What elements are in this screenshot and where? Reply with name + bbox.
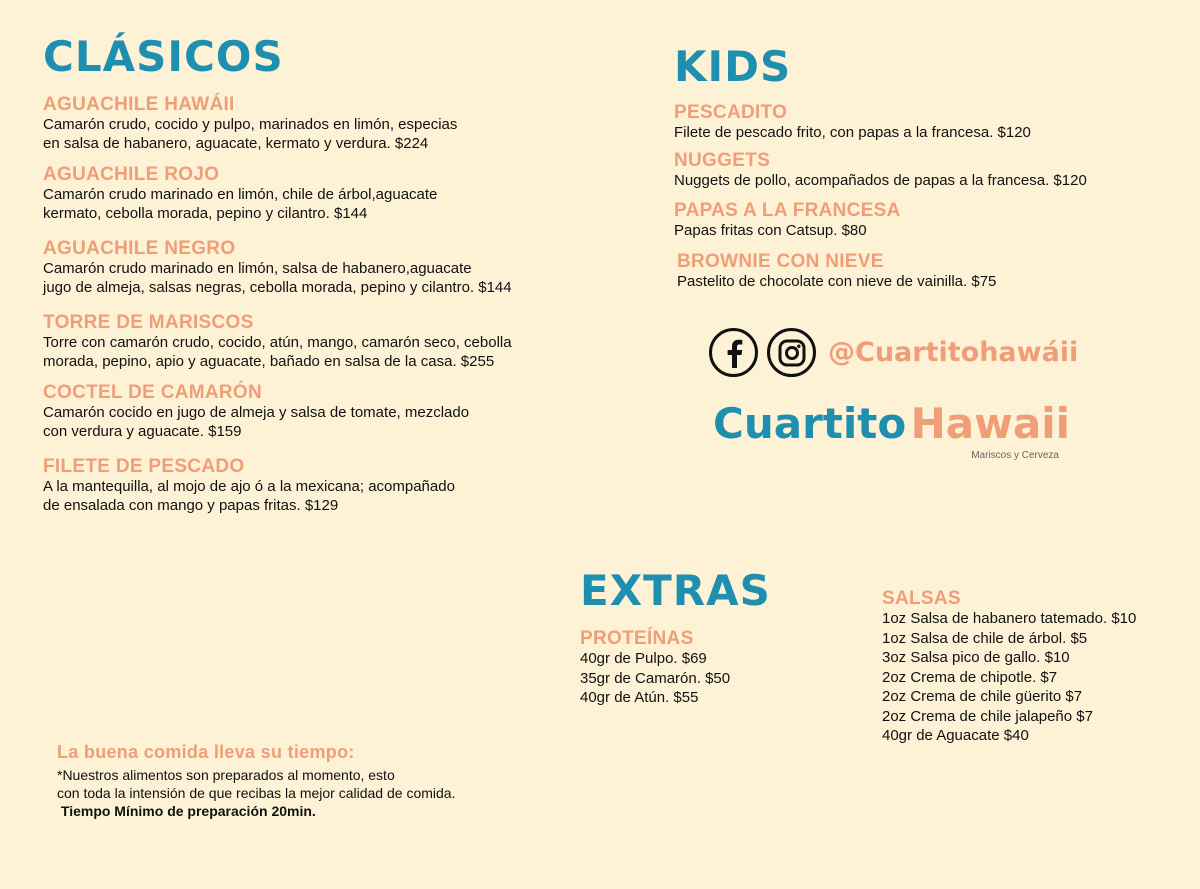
menu-item-name: NUGGETS [674, 150, 771, 171]
list-item: 3oz Salsa pico de gallo. $10 [882, 649, 1070, 666]
menu-item-desc: Camarón crudo marinado en limón, chile de árbol,aguacate kermato, cebolla morada, pepino y cilantro. $144 [43, 186, 438, 222]
menu-item [43, 95, 603, 153]
menu-item-name: PESCADITO [674, 102, 788, 123]
logo-tagline: Mariscos y Cerveza [971, 450, 1059, 461]
note-line-3: Tiempo Mínimo de preparación 20min. [57, 803, 316, 819]
menu-item-name: BROWNIE CON NIEVE [677, 251, 884, 272]
menu-item-desc: Torre con camarón crudo, cocido, atún, mango, camarón seco, cebolla morada, pepino, apio y aguacate, bañado en salsa de la casa. $255 [43, 334, 512, 370]
list-item: 1oz Salsa de habanero tatemado. $10 [882, 610, 1137, 627]
note-line-2: con toda la intensión de que recibas la mejor calidad de comida. [57, 785, 456, 801]
menu-item-desc: Papas fritas con Catsup. $80 [674, 222, 867, 239]
menu-item [43, 457, 603, 515]
list-item: 1oz Salsa de chile de árbol. $5 [882, 629, 1088, 647]
menu-item-name: AGUACHILE ROJO [43, 164, 220, 185]
menu-item-name: TORRE DE MARISCOS [43, 312, 254, 333]
menu-item-name: AGUACHILE NEGRO [43, 238, 236, 259]
extras-section [580, 566, 860, 708]
menu-item-desc: Camarón cocido en jugo de almeja y salsa de tomate, mezclado con verdura y aguacate. $159 [43, 404, 470, 440]
preparation-note [57, 742, 577, 820]
proteinas-heading: PROTEÍNAS [580, 628, 694, 649]
social-row [709, 328, 1078, 377]
menu-item-name: COCTEL DE CAMARÓN [43, 382, 263, 403]
extras-heading: EXTRAS [580, 566, 771, 615]
menu-item-desc: Pastelito de chocolate con nieve de vainilla. $75 [677, 273, 997, 290]
menu-item-name: PAPAS A LA FRANCESA [674, 200, 901, 221]
menu-item [43, 165, 603, 223]
social-handle[interactable]: @Cuartitohawáii [828, 337, 1079, 368]
menu-item-desc: Camarón crudo marinado en limón, salsa de habanero,aguacate jugo de almeja, salsas negras, cebolla morada, pepino y cilantro. $144 [43, 260, 512, 296]
list-item: 40gr de Aguacate $40 [882, 727, 1029, 744]
logo-part-hawaii: Hawaii [910, 399, 1071, 448]
note-title: La buena comida lleva su tiempo: [57, 742, 355, 762]
instagram-icon[interactable] [767, 328, 816, 377]
clasicos-heading: CLÁSICOS [43, 32, 284, 81]
salsas-group [882, 589, 1182, 746]
menu-item [677, 252, 1174, 291]
menu-item-desc: Nuggets de pollo, acompañados de papas a la francesa. $120 [674, 172, 1087, 189]
clasicos-section [43, 32, 603, 527]
logo-part-cuartito: Cuartito [713, 399, 907, 448]
menu-item [674, 103, 1174, 142]
menu-item [674, 151, 1174, 190]
menu-item-name: AGUACHILE HAWÁII [43, 94, 235, 115]
menu-item-name: FILETE DE PESCADO [43, 456, 245, 477]
clasicos-list [43, 95, 603, 515]
brand-logo [713, 399, 1071, 461]
menu-item [43, 239, 603, 297]
list-item: 2oz Crema de chile jalapeño $7 [882, 707, 1093, 725]
kids-list [674, 103, 1174, 291]
menu-item-desc: Filete de pescado frito, con papas a la francesa. $120 [674, 124, 1031, 141]
proteinas-group [580, 629, 860, 708]
facebook-icon[interactable] [709, 328, 758, 377]
menu-item [43, 313, 603, 371]
menu-item [43, 383, 603, 441]
list-item: 35gr de Camarón. $50 [580, 669, 731, 687]
menu-item [674, 201, 1174, 240]
menu-item-desc: Camarón crudo, cocido y pulpo, marinados en limón, especias en salsa de habanero, aguacate, kermato y verdura. $224 [43, 116, 458, 152]
list-item: 40gr de Pulpo. $69 [580, 650, 707, 667]
kids-heading: KIDS [674, 42, 792, 91]
kids-section [674, 42, 1174, 291]
list-item: 2oz Crema de chipotle. $7 [882, 668, 1058, 686]
note-line-1: *Nuestros alimentos son preparados al momento, esto [57, 767, 395, 783]
salsas-heading: SALSAS [882, 588, 961, 609]
list-item: 40gr de Atún. $55 [580, 689, 699, 706]
list-item: 2oz Crema de chile güerito $7 [882, 688, 1083, 705]
menu-item-desc: A la mantequilla, al mojo de ajo ó a la mexicana; acompañado de ensalada con mango y papas fritas. $129 [43, 478, 455, 514]
